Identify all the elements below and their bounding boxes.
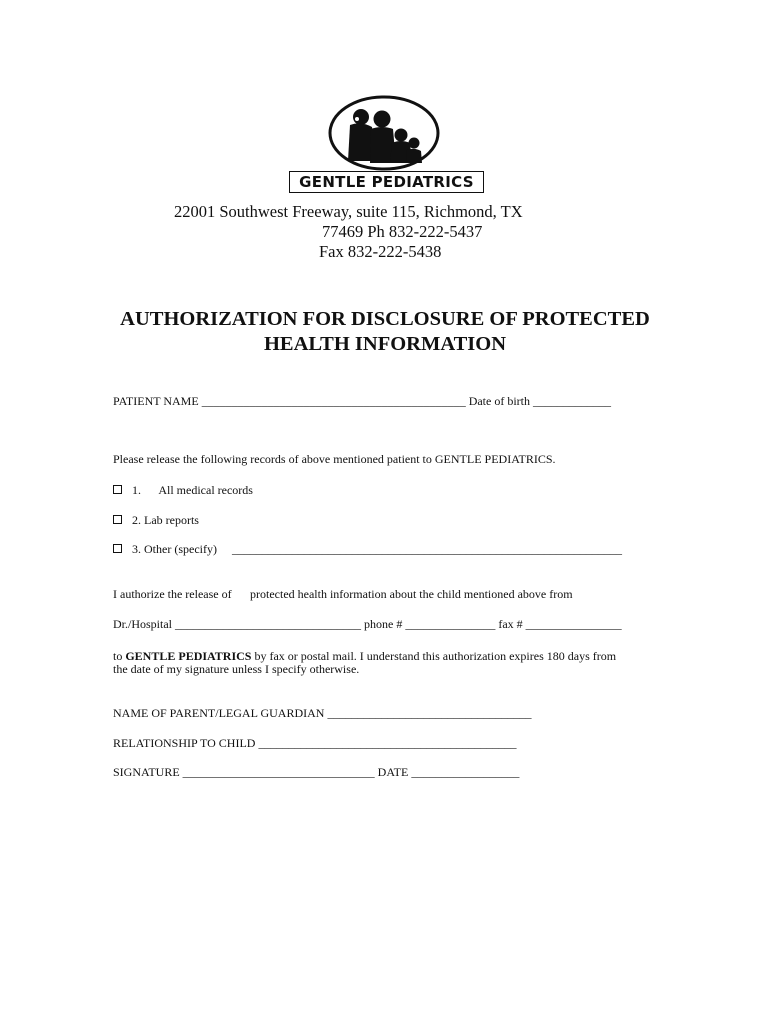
- guardian-label: NAME OF PARENT/LEGAL GUARDIAN: [113, 706, 325, 720]
- logo-family-icon: [328, 95, 440, 173]
- option-label: All medical records: [158, 483, 253, 497]
- patient-name-field[interactable]: ____________________________________________: [201, 394, 466, 408]
- signature-field[interactable]: ________________________________: [182, 765, 375, 779]
- logo-text: GENTLE PEDIATRICS: [299, 173, 474, 191]
- option-lab-reports: [113, 513, 199, 528]
- authorize-text-b: protected health information about the child mentioned above from: [250, 587, 573, 601]
- date-label: DATE: [377, 765, 409, 779]
- dob-label: Date of birth: [468, 394, 530, 408]
- address-line-2: 77469 Ph 832-222-5437: [322, 222, 483, 241]
- patient-name-row: [113, 394, 611, 409]
- fax-field[interactable]: ________________: [525, 617, 622, 631]
- release-instruction: Please release the following records of above mentioned patient to GENTLE PEDIATRICS.: [113, 452, 556, 466]
- guardian-row: [113, 706, 531, 721]
- signature-label: SIGNATURE: [113, 765, 180, 779]
- hospital-row: [113, 617, 622, 632]
- hospital-field[interactable]: _______________________________: [175, 617, 361, 631]
- checkbox-other[interactable]: [113, 544, 122, 553]
- expiry-text: by fax or postal mail. I understand this authorization expires 180 days from: [254, 649, 617, 663]
- recipient-statement-line-2: the date of my signature unless I specify otherwise.: [113, 662, 360, 676]
- option-medical-records: [113, 483, 253, 498]
- relationship-label: RELATIONSHIP TO CHILD: [113, 736, 256, 750]
- hospital-label: Dr./Hospital: [113, 617, 172, 631]
- option-other: [113, 542, 217, 557]
- patient-name-label: PATIENT NAME: [113, 394, 199, 408]
- checkbox-lab-reports[interactable]: [113, 515, 122, 524]
- form-title-line-2: HEALTH INFORMATION: [263, 333, 507, 355]
- fax-label: fax #: [498, 617, 523, 631]
- logo-name-box: [289, 171, 484, 193]
- option-label: 3. Other (specify): [132, 542, 217, 556]
- signature-row: [113, 765, 519, 780]
- phone-field[interactable]: _______________: [405, 617, 496, 631]
- authorize-text-a: I authorize the release of: [113, 587, 232, 601]
- date-field[interactable]: __________________: [411, 765, 520, 779]
- relationship-field[interactable]: ___________________________________________: [258, 736, 517, 750]
- phone-label: phone #: [364, 617, 403, 631]
- guardian-field[interactable]: __________________________________: [327, 706, 532, 720]
- dob-field[interactable]: _____________: [533, 394, 611, 408]
- address-line-1: 22001 Southwest Freeway, suite 115, Richmond, TX: [174, 202, 523, 221]
- other-specify-field[interactable]: _________________________________________________________________: [232, 542, 622, 556]
- option-number: 1.: [132, 483, 141, 497]
- to-prefix: to: [113, 649, 123, 663]
- relationship-row: [113, 736, 516, 751]
- recipient-name: GENTLE PEDIATRICS: [125, 649, 252, 663]
- option-label: 2. Lab reports: [132, 513, 199, 527]
- address-line-3: Fax 832-222-5438: [319, 242, 442, 261]
- checkbox-medical-records[interactable]: [113, 485, 122, 494]
- form-title-line-1: AUTHORIZATION FOR DISCLOSURE OF PROTECTED: [120, 308, 650, 330]
